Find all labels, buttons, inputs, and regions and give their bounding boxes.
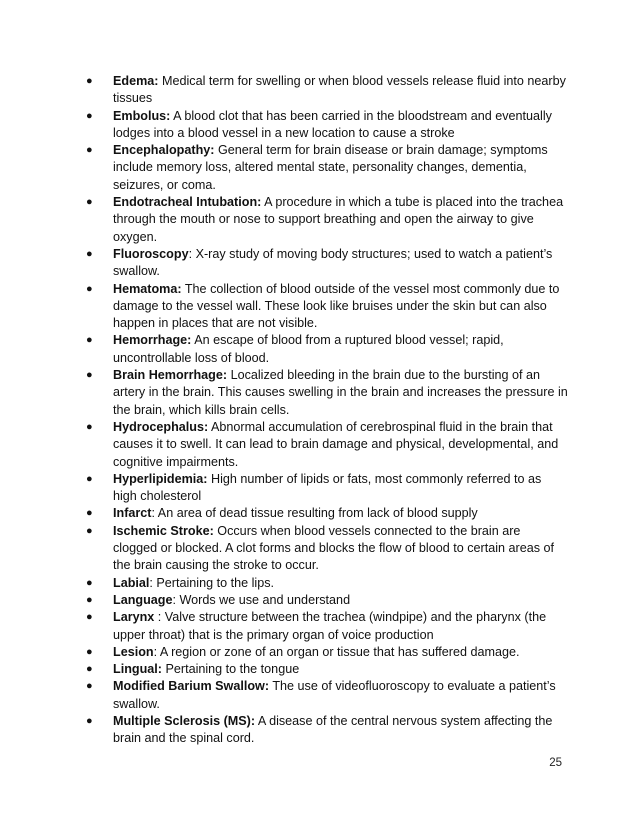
glossary-definition: Medical term for swelling or when blood vessels release fluid into nearby tissues <box>113 74 566 106</box>
glossary-term: Encephalopathy: <box>113 143 215 158</box>
bullet-icon: ● <box>86 714 93 727</box>
glossary-definition: : Pertaining to the lips. <box>149 575 275 590</box>
glossary-definition: : Valve structure between the trachea (windpipe) and the pharynx (the upper throat) that is the primary organ of voice production <box>113 610 547 642</box>
glossary-term: Modified Barium Swallow: <box>113 679 270 694</box>
glossary-entry <box>86 108 568 143</box>
glossary-definition: A procedure in which a tube is placed into the trachea through the mouth or nose to support breathing and open the airway to give oxygen. <box>113 195 564 244</box>
glossary-entry <box>86 609 568 644</box>
glossary-term: Hyperlipidemia: <box>113 471 208 486</box>
glossary-term: Fluoroscopy <box>113 246 189 261</box>
glossary-definition: The use of videofluoroscopy to evaluate a patient’s swallow. <box>113 679 556 711</box>
glossary-entry <box>86 661 568 678</box>
glossary-term: Edema: <box>113 74 159 88</box>
glossary-entry <box>86 678 568 713</box>
bullet-icon: ● <box>86 524 93 537</box>
bullet-icon: ● <box>86 420 93 433</box>
bullet-icon: ● <box>86 247 93 260</box>
glossary-definition: : Words we use and understand <box>172 592 351 607</box>
bullet-icon: ● <box>86 645 93 658</box>
bullet-icon: ● <box>86 282 93 295</box>
glossary-definition: Abnormal accumulation of cerebrospinal fluid in the brain that causes it to swell. It can lead to brain damage and physical, developmental, and cognitive impairments. <box>113 419 559 469</box>
glossary-term: Brain Hemorrhage: <box>113 368 228 383</box>
glossary-definition: An escape of blood from a ruptured blood vessel; rapid, uncontrollable loss of blood. <box>113 333 504 365</box>
glossary-term: Hydrocephalus: <box>113 419 209 434</box>
glossary-definition: Occurs when blood vessels connected to the brain are clogged or blocked. A clot forms and blocks the flow of blood to certain areas of the brain causing the stroke to occur. <box>113 523 555 573</box>
glossary-definition: : X-ray study of moving body structures; used to watch a patient’s swallow. <box>113 246 553 279</box>
glossary-entry <box>86 471 568 506</box>
bullet-icon: ● <box>86 507 93 520</box>
glossary-entry <box>86 246 568 281</box>
glossary-term: Larynx <box>113 610 155 625</box>
glossary-definition: : A region or zone of an organ or tissue that has suffered damage. <box>153 644 520 659</box>
glossary-term: Endotracheal Intubation: <box>113 195 262 210</box>
glossary-entry <box>86 592 568 609</box>
glossary-entry <box>86 332 568 367</box>
glossary-term: Infarct <box>113 506 152 521</box>
glossary-term: Embolus: <box>113 108 171 123</box>
glossary-entry <box>86 419 568 471</box>
bullet-icon: ● <box>86 144 93 157</box>
bullet-icon: ● <box>86 663 93 676</box>
glossary-entry <box>86 73 568 108</box>
glossary-entry <box>86 505 568 522</box>
bullet-icon: ● <box>86 611 93 624</box>
bullet-icon: ● <box>86 680 93 693</box>
glossary-definition: Localized bleeding in the brain due to the bursting of an artery in the brain. This causes swelling in the brain and increases the pressure in the brain, which kills brain cells. <box>113 368 568 417</box>
bullet-icon: ● <box>86 593 93 606</box>
bullet-icon: ● <box>86 472 93 485</box>
bullet-icon: ● <box>86 109 93 122</box>
glossary-definition: Pertaining to the tongue <box>161 662 300 677</box>
glossary-term: Multiple Sclerosis (MS): <box>113 713 256 728</box>
glossary-entry <box>86 194 568 246</box>
glossary-entry <box>86 281 568 333</box>
glossary-definition: : An area of dead tissue resulting from lack of blood supply <box>151 506 478 521</box>
bullet-icon: ● <box>86 75 93 87</box>
glossary-definition: General term for brain disease or brain damage; symptoms include memory loss, altered mental state, personality changes, dementia, seizures, or coma. <box>113 143 548 192</box>
bullet-icon: ● <box>86 576 93 589</box>
glossary-entry <box>86 713 568 748</box>
bullet-icon: ● <box>86 196 93 209</box>
bullet-icon: ● <box>86 369 93 382</box>
glossary-list <box>86 73 568 748</box>
glossary-entry <box>86 523 568 575</box>
glossary-term: Hematoma: <box>113 281 182 296</box>
bullet-icon: ● <box>86 334 93 347</box>
glossary-entry <box>86 142 568 194</box>
glossary-term: Language <box>113 592 173 607</box>
glossary-term: Lingual: <box>113 662 162 677</box>
glossary-definition: The collection of blood outside of the vessel most commonly due to damage to the vessel wall. These look like bruises under the skin but can also happen in places that are not visible. <box>113 281 560 331</box>
glossary-term: Ischemic Stroke: <box>113 523 214 538</box>
glossary-definition: A blood clot that has been carried in the bloodstream and eventually lodges into a blood vessel in a new location to cause a stroke <box>113 108 552 140</box>
glossary-term: Hemorrhage: <box>113 333 192 348</box>
glossary-entry <box>86 367 568 419</box>
page-number: 25 <box>549 757 562 769</box>
glossary-entry <box>86 575 568 592</box>
glossary-term: Lesion <box>113 644 154 659</box>
glossary-definition: A disease of the central nervous system affecting the brain and the spinal cord. <box>113 713 553 746</box>
glossary-term: Labial <box>113 575 150 590</box>
glossary-entry <box>86 644 568 661</box>
glossary-definition: High number of lipids or fats, most commonly referred to as high cholesterol <box>113 471 542 504</box>
